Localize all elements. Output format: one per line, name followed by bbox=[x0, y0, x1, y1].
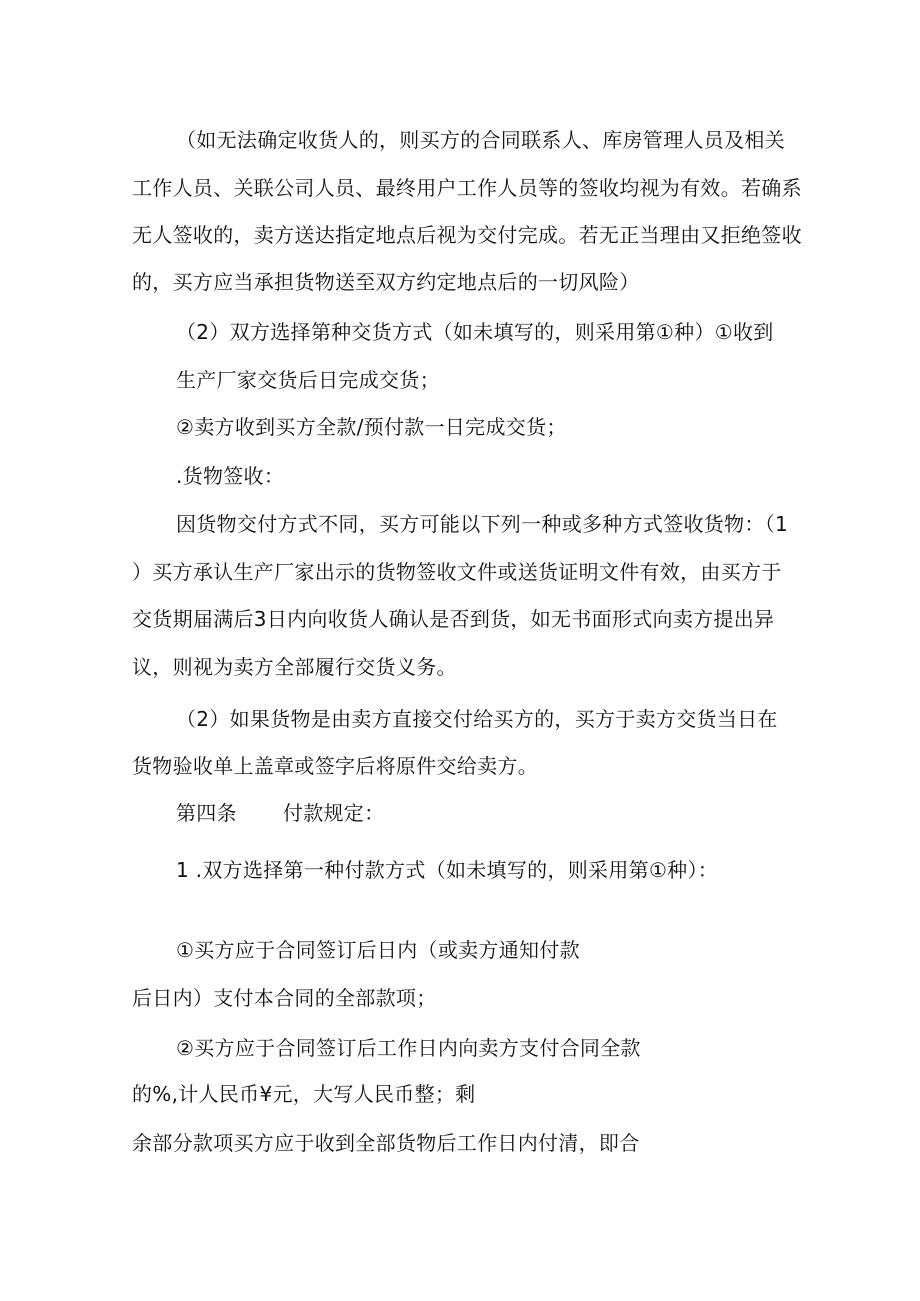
para1-line4: 的，买方应当承担货物送至双方约定地点后的一切风险） bbox=[132, 270, 640, 294]
para4-line2: ）买方承认生产厂家出示的货物签收文件或送货证明文件有效，由买方于 bbox=[132, 560, 782, 584]
para8-line3: 余部分款项买方应于收到全部货物后工作日内付清，即合 bbox=[132, 1131, 640, 1155]
heading-receipt: .货物签收： bbox=[176, 464, 285, 488]
para5-line2: 货物验收单上盖章或签字后将原件交给卖方。 bbox=[132, 754, 538, 778]
para6: 1 .双方选择第一种付款方式（如未填写的，则采用第①种）： bbox=[176, 858, 719, 882]
article4-number: 第四条 bbox=[176, 801, 237, 825]
para4-line4: 议，则视为卖方全部履行交货义务。 bbox=[132, 655, 457, 679]
para7-line2: 后日内）支付本合同的全部款项； bbox=[132, 986, 437, 1010]
para4-line1: 因货物交付方式不同，买方可能以下列一种或多种方式签收货物：（1 bbox=[176, 512, 789, 536]
para2-line2: 生产厂家交货后日完成交货； bbox=[176, 368, 440, 392]
para3: ②卖方收到买方全款/预付款一日完成交货； bbox=[176, 415, 567, 439]
para7-line1: ①买方应于合同签订后日内（或卖方通知付款 bbox=[176, 938, 580, 962]
para4-line3: 交货期届满后3日内向收货人确认是否到货，如无书面形式向卖方提出异 bbox=[132, 607, 775, 631]
para1-line3: 无人签收的，卖方送达指定地点后视为交付完成。若无正当理由又拒绝签收 bbox=[132, 223, 802, 247]
article4-title: 付款规定： bbox=[282, 801, 385, 825]
para5-line1: （2）如果货物是由卖方直接交付给买方的，买方于卖方交货当日在 bbox=[176, 707, 778, 731]
para8-line1: ②买方应于合同签订后工作日内向卖方支付合同全款 bbox=[176, 1036, 641, 1060]
para2-line1: （2）双方选择第种交货方式（如未填写的，则采用第①种）①收到 bbox=[176, 320, 774, 344]
para1-line1: （如无法确定收货人的，则买方的合同联系人、库房管理人员及相关 bbox=[176, 128, 785, 152]
para8-line2: 的%,计人民币¥元，大写人民币整；剩 bbox=[132, 1082, 476, 1106]
para1-line2: 工作人员、关联公司人员、最终用户工作人员等的签收均视为有效。若确系 bbox=[132, 176, 802, 200]
article4-heading bbox=[176, 799, 384, 827]
